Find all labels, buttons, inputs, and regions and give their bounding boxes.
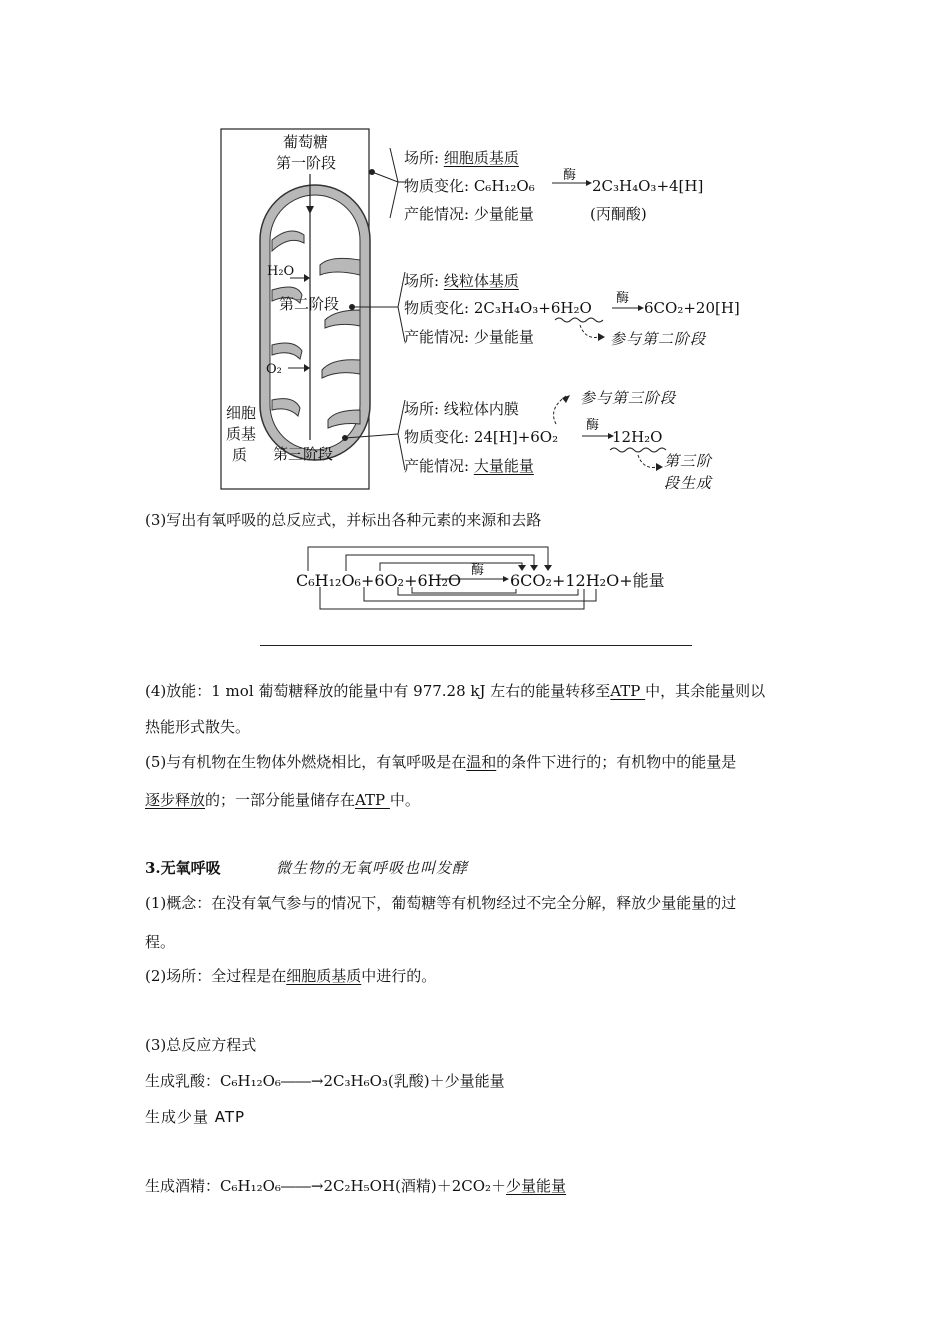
s1-note: (丙酮酸): [590, 205, 647, 223]
equation-right: 6CO₂+12H₂O+能量: [510, 571, 665, 590]
p4-line1: (4)放能：1 mol 葡萄糖释放的能量中有 977.28 kJ 左右的能量转移至ATP 中，其余能量则以: [145, 682, 766, 700]
s1-energy: 产能情况: 少量能量: [404, 205, 534, 223]
answer-line: [260, 645, 692, 646]
s1-product: 2C₃H₄O₃+4[H]: [592, 177, 704, 195]
s1-enzyme: 酶: [563, 168, 577, 183]
c2-line: (2)场所：全过程是在细胞质基质中进行的。: [145, 967, 437, 985]
s3-enzyme: 酶: [586, 418, 600, 433]
p5-line2: 逐步释放的；一部分能量储存在ATP 中。: [145, 791, 420, 809]
s3-product: 12H₂O: [612, 428, 663, 446]
c1-line1: (1)概念：在没有氧气参与的情况下，葡萄糖等有机物经过不完全分解，释放少量能量的过: [145, 894, 737, 912]
s3-change: 物质变化: 24[H]+6O₂: [404, 428, 559, 446]
s1-change: 物质变化: C₆H₁₂O₆: [404, 177, 535, 195]
stage3-label: 第三阶段: [273, 445, 334, 463]
glucose-label: 葡萄糖: [283, 133, 329, 151]
cell-label-2: 质基: [226, 425, 257, 443]
s3-energy: 产能情况: 大量能量: [404, 457, 534, 475]
stage2-label: 第二阶段: [279, 295, 340, 313]
sec3-note: 微生物的无氧呼吸也叫发酵: [276, 859, 469, 877]
c3-lactic-note: 生成少量 ATP: [145, 1108, 246, 1126]
q3-text: (3)写出有氧呼吸的总反应式，并标出各种元素的来源和去路: [145, 511, 542, 529]
c3-alcohol: 生成酒精：C₆H₁₂O₆――→2C₂H₅OH(酒精)＋2CO₂＋少量能量: [145, 1177, 567, 1195]
s2-product: 6CO₂+20[H]: [644, 299, 740, 317]
c3-lactic: 生成乳酸：C₆H₁₂O₆――→2C₃H₆O₃(乳酸)＋少量能量: [145, 1072, 505, 1090]
s1-place: 场所: 细胞质基质: [404, 149, 519, 167]
s2-enzyme: 酶: [616, 291, 630, 306]
s3-note-bottom-1: 第三阶: [664, 452, 713, 470]
cell-label-1: 细胞: [226, 404, 257, 422]
s3-note-bottom-2: 段生成: [664, 474, 713, 492]
cell-label-3: 质: [232, 446, 248, 464]
equation-left: C₆H₁₂O₆+6O₂+6H₂O: [296, 571, 462, 590]
h2o-label: H₂O: [267, 264, 295, 279]
equation-enzyme: 酶: [471, 563, 485, 578]
p4-line2: 热能形式散失。: [145, 718, 251, 736]
s3-note-top: 参与第三阶段: [580, 389, 677, 407]
stage1-label: 第一阶段: [276, 154, 337, 172]
o2-label: O₂: [266, 362, 282, 377]
c3-title: (3)总反应方程式: [145, 1036, 257, 1054]
s2-note: 参与第二阶段: [610, 330, 707, 348]
p5-line1: (5)与有机物在生物体外燃烧相比，有氧呼吸是在温和的条件下进行的；有机物中的能量是: [145, 753, 737, 771]
s2-place: 场所: 线粒体基质: [404, 272, 519, 290]
s2-energy: 产能情况: 少量能量: [404, 328, 534, 346]
s2-change: 物质变化: 2C₃H₄O₃+6H₂O: [404, 299, 592, 317]
sec3-title: 3.无氧呼吸: [145, 859, 221, 877]
c1-line2: 程。: [145, 933, 176, 951]
s3-place: 场所: 线粒体内膜: [404, 400, 519, 418]
